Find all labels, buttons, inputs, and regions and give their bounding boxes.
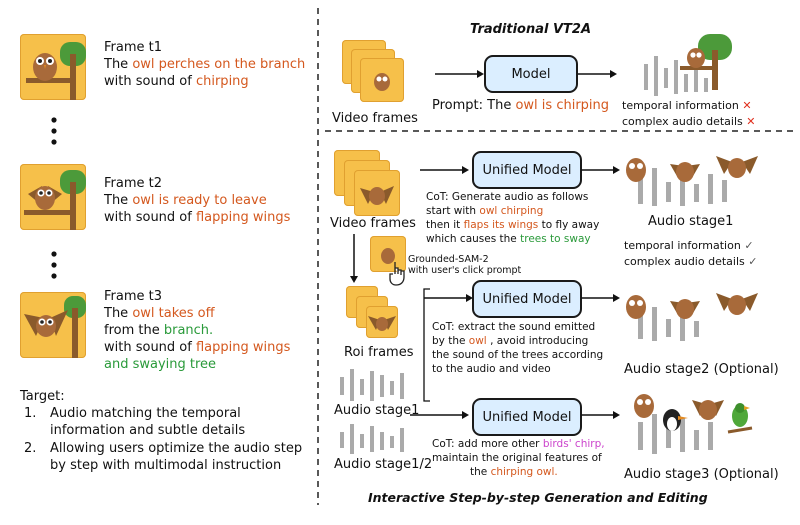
check-text: temporal information — [624, 239, 741, 252]
video-frame — [360, 58, 404, 102]
frame-t1-image — [20, 34, 86, 100]
arrow-to-model — [410, 410, 470, 420]
arrow-to-model — [424, 293, 474, 303]
arrow-to-output — [581, 293, 621, 303]
caption-highlight: owl perches on the branch — [132, 57, 306, 72]
cot-highlight: trees to sway — [520, 233, 591, 245]
frame-t3-caption-line1 — [104, 306, 215, 322]
frame-t1-caption-line1 — [104, 57, 305, 73]
arrow-to-output — [581, 410, 621, 420]
cot-line — [426, 204, 599, 218]
check-icon: ✓ — [744, 239, 754, 252]
cot-line — [432, 465, 605, 479]
stage2-model-box: Unified Model — [472, 280, 582, 318]
hand-pointer-icon — [388, 260, 410, 286]
interactive-video-label: Video frames — [330, 216, 416, 231]
cross-icon: ✕ — [746, 115, 756, 128]
cross-icon: ✕ — [742, 99, 752, 112]
cot-line: the sound of the trees according — [432, 349, 604, 361]
sam-label-2: with user's click prompt — [408, 265, 522, 276]
stage2-cot — [432, 320, 603, 376]
caption-highlight: branch. — [163, 323, 214, 338]
ellipsis-dots — [50, 250, 60, 286]
stage2-output-illustration — [618, 283, 778, 345]
stage1-output-illustration — [618, 146, 778, 208]
target-item-1-line2: information and subtle details — [50, 423, 246, 438]
cot-highlight: chirping owl. — [490, 466, 558, 478]
stage3-output-illustration — [628, 388, 768, 458]
cot-text: which causes the — [426, 233, 521, 245]
frame-t3-caption-line4: and swaying tree — [104, 357, 217, 372]
roi-frames — [346, 286, 406, 342]
cot-text: then it — [426, 219, 464, 231]
frame-t3-caption-line3 — [104, 340, 290, 356]
caption-text: from the — [104, 323, 164, 338]
caption-highlight: chirping — [195, 74, 249, 89]
stage3-cot — [432, 437, 605, 479]
target-item-2-line1: Allowing users optimize the audio step — [50, 441, 303, 456]
cot-text: , avoid introducing — [486, 335, 589, 347]
traditional-video-frames — [342, 40, 414, 112]
traditional-output-illustration — [640, 34, 740, 99]
video-frame — [354, 170, 400, 216]
stage1-cot — [426, 190, 599, 246]
traditional-title: Traditional VT2A — [470, 22, 592, 37]
caption-text: with sound of — [104, 210, 196, 225]
cot-highlight: flaps its wings — [463, 219, 539, 231]
check-icon: ✓ — [748, 255, 758, 268]
ellipsis-dots — [50, 116, 60, 152]
frame-t3-label: Frame t3 — [104, 289, 163, 304]
stage3-model-box: Unified Model — [472, 398, 582, 436]
interactive-video-frames — [334, 150, 414, 220]
traditional-model-box: Model — [484, 55, 578, 93]
cot-line: CoT: extract the sound emitted — [432, 321, 596, 333]
target-item-1-line1: Audio matching the temporal — [50, 406, 241, 421]
frame-t2-label: Frame t2 — [104, 176, 163, 191]
caption-text: The — [104, 57, 133, 72]
check-text: complex audio details — [624, 255, 745, 268]
cot-text: by the — [432, 335, 469, 347]
cot-text: the — [470, 466, 491, 478]
cot-line — [426, 218, 599, 232]
caption-text: with sound of — [104, 340, 196, 355]
cot-line — [426, 232, 599, 246]
caption-highlight: owl is ready to leave — [132, 193, 267, 208]
stage1-output-label: Audio stage1 — [648, 214, 734, 229]
stage3-output-label: Audio stage3 (Optional) — [624, 467, 779, 482]
arrow-down — [349, 234, 359, 284]
cot-highlight: owl — [468, 335, 487, 347]
cot-text: CoT: add more other — [432, 438, 543, 450]
frame-t1-label: Frame t1 — [104, 40, 163, 55]
frame-t3-image — [20, 292, 86, 358]
traditional-issue-1 — [622, 98, 752, 114]
frame-t1-caption-line2 — [104, 74, 249, 90]
stage2-output-label: Audio stage2 (Optional) — [624, 362, 779, 377]
audio-stage12-input-label: Audio stage1/2 — [334, 457, 433, 472]
cot-line: to the audio and video — [432, 363, 551, 375]
target-item-2-num: 2. — [24, 441, 37, 456]
caption-text: The — [104, 306, 133, 321]
cot-line: maintain the original features of — [432, 452, 602, 464]
caption-highlight: flapping wings — [195, 210, 291, 225]
cot-highlight: birds' chirp, — [542, 438, 605, 450]
stage1-check-2 — [624, 254, 757, 270]
target-item-2-line2: by step with multimodal instruction — [50, 458, 282, 473]
stage1-model-box: Unified Model — [472, 151, 582, 189]
caption-text: The — [104, 193, 133, 208]
prompt-highlight: owl is chirping — [515, 98, 610, 113]
cot-line: CoT: Generate audio as follows — [426, 191, 589, 203]
arrow-to-model — [420, 165, 470, 175]
arrow-to-output — [581, 165, 621, 175]
stage1-check-1 — [624, 238, 754, 254]
frame-t2-caption-line2 — [104, 210, 290, 226]
audio-stage1-input-label: Audio stage1 — [334, 403, 420, 418]
traditional-prompt — [432, 98, 609, 114]
target-item-1-num: 1. — [24, 406, 37, 421]
roi-frame — [366, 306, 398, 338]
arrow-to-model — [435, 69, 485, 79]
frame-t3-caption-line2 — [104, 323, 213, 339]
issue-text: temporal information — [622, 99, 739, 112]
cot-text: to fly away — [538, 219, 600, 231]
audio-stage12-waveform — [338, 422, 418, 456]
sam-label-1: Grounded-SAM-2 — [408, 254, 489, 265]
caption-highlight: owl takes off — [132, 306, 215, 321]
prompt-text: Prompt: The — [432, 98, 516, 113]
arrow-to-output — [578, 69, 618, 79]
frame-t2-image — [20, 164, 86, 230]
frame-t2-caption-line1 — [104, 193, 267, 209]
cot-highlight: owl chirping — [479, 205, 544, 217]
audio-stage1-waveform — [338, 367, 418, 403]
caption-text: with sound of — [104, 74, 196, 89]
cot-text: start with — [426, 205, 480, 217]
traditional-issue-2 — [622, 114, 755, 130]
issue-text: complex audio details — [622, 115, 743, 128]
target-title: Target: — [20, 389, 65, 404]
traditional-video-label: Video frames — [332, 111, 418, 126]
cot-line — [432, 437, 605, 451]
cot-line — [432, 334, 603, 348]
caption-highlight: flapping wings — [195, 340, 291, 355]
roi-label: Roi frames — [344, 345, 414, 360]
interactive-title: Interactive Step-by-step Generation and Editing — [368, 490, 708, 505]
